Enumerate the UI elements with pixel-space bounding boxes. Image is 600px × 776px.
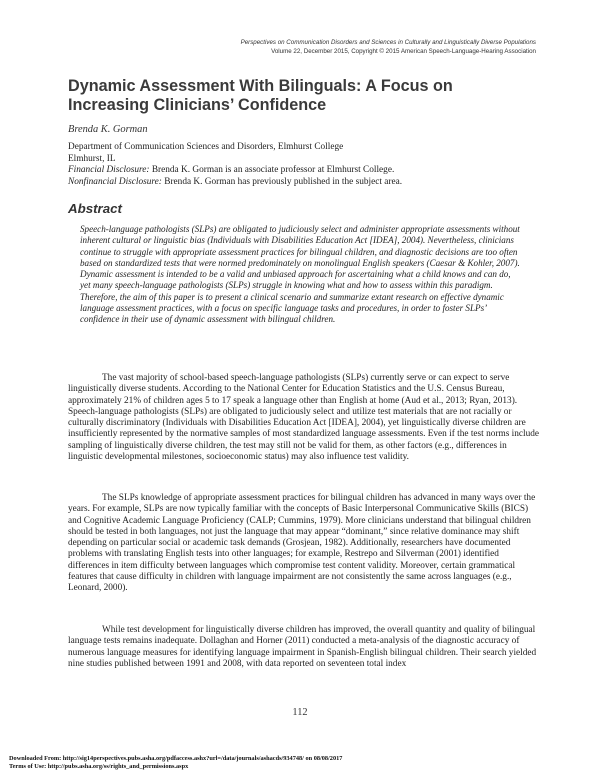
- body-paragraph: While test development for linguistically diverse children has improved, the overall quantity and quality of bilingual language tests remains inadequate. Dollaghan and Horner (2011) conducted a meta-analysis of the diagnostic accuracy of numerous language measures for identifying language impairment in Spanish-English bilingual children. Their search yielded nine studies published between 1991 and 2008, with data reported on seventeen total index: [68, 625, 537, 669]
- nonfinancial-disclosure: [68, 177, 538, 189]
- download-footer: [9, 755, 594, 771]
- body-paragraph: The vast majority of school-based speech-language pathologists (SLPs) currently serve or can expect to serve linguistically diverse students. According to the National Center for Education Statistics and the U.S. Census Bureau, approximately 21% of children ages 5 to 17 speak a language other than English at home (Aud et al., 2013; Ryan, 2013). Speech-language pathologists (SLPs) are obligated to judiciously select and utilize test materials that are not racially or culturally discriminatory (Individuals with Disabilities Education Act [IDEA], 2004), yet linguistically diverse children are insufficiently represented by the normative samples of most standardized language assessments. Even if the test norms include sampling of linguistically diverse children, the test may still not be valid for them, as other factors (e.g., differences in linguistic developmental milestones, socioeconomic status) may also influence test validity.: [68, 373, 540, 463]
- affiliation-block: [68, 142, 538, 188]
- terms-of-use-line: Terms of Use: http://pubs.asha.org/ss/rights_and_permissions.aspx: [9, 763, 189, 770]
- page-number: 112: [292, 707, 308, 718]
- abstract-heading: Abstract: [68, 201, 122, 216]
- author-name: Brenda K. Gorman: [68, 124, 148, 135]
- location: Elmhurst, IL: [68, 153, 116, 164]
- running-header: [241, 38, 536, 56]
- nonfinancial-disclosure-text: Brenda K. Gorman has previously published in the subject area.: [161, 176, 403, 187]
- department: Department of Communication Sciences and Disorders, Elmhurst College: [68, 142, 344, 152]
- financial-disclosure-label: Financial Disclosure:: [68, 165, 150, 176]
- nonfinancial-disclosure-label: Nonfinancial Disclosure:: [68, 176, 162, 187]
- financial-disclosure-text: Brenda K. Gorman is an associate professor at Elmhurst College.: [149, 165, 395, 176]
- financial-disclosure: [68, 165, 538, 177]
- body-paragraph: The SLPs knowledge of appropriate assessment practices for bilingual children has advanced in many ways over the years. For example, SLPs are now typically familiar with the concepts of Basic Interpersonal Communicative Skills (BICS) and Cognitive Academic Language Proficiency (CALP; Cummins, 1979). More clinicians understand that bilingual children should be tested in both languages, not just the language that may appear “dominant,” since relative dominance may shift depending on particular social or academic task demands (Grosjean, 1982). Additionally, researchers have documented problems with translating English tests into other languages; for example, Restrepo and Silverman (2001) identified differences in item difficulty between languages which compromise test content validity. Moreover, certain grammatical features that cause difficulty in children with language impairment are not consistently the same across languages (e.g., Leonard, 2000).: [68, 493, 536, 594]
- download-line: Downloaded From: http://sig14perspectives.pubs.asha.org/pdfaccess.ashx?url=/data/journals/ashacds/934748/ on 08/08/2017: [9, 755, 343, 762]
- journal-name: Perspectives on Communication Disorders and Sciences in Culturally and Linguistically Diverse Populations: [240, 39, 536, 46]
- volume-copyright-line: Volume 22, December 2015, Copyright © 2015 American Speech-Language-Hearing Association: [271, 48, 536, 55]
- abstract-text: Speech-language pathologists (SLPs) are obligated to judiciously select and administer appropriate assessments without inherent cultural or linguistic bias (Individuals with Disabilities Education Act [IDEA], 2004). Nevertheless, clinicians continue to struggle with appropriate assessment practices for bilingual children, and diagnostic decisions are too often based on standardized tests that were normed predominately on monolingual English speakers (Caesar & Kohler, 2007). Dynamic assessment is intended to be a valid and unbiased approach for ascertaining what a child knows and can do, yet many speech-language pathologists (SLPs) struggle in knowing what and how to assess within this paradigm. Therefore, the aim of this paper is to present a clinical scenario and summarize extant research on effective dynamic language assessment practices, with a focus on specific language tasks and procedures, in order to foster SLPs’ confidence in their use of dynamic assessment with bilingual children.: [80, 224, 520, 324]
- article-title: Dynamic Assessment With Bilinguals: A Focus on Increasing Clinicians’ Confidence: [68, 77, 453, 114]
